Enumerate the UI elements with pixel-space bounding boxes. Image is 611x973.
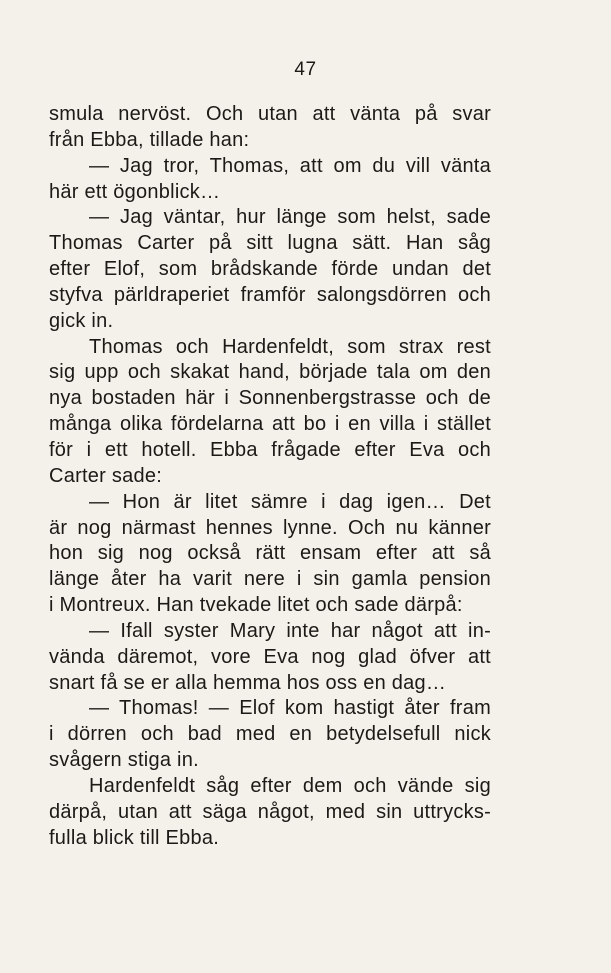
text-line: Thomas Carter på sitt lugna sätt. Han såg bbox=[49, 232, 491, 255]
text-line: länge åter ha varit nere i sin gamla pension bbox=[49, 568, 491, 591]
text-line: efter Elof, som brådskande förde undan det bbox=[49, 258, 491, 281]
text-line: sig upp och skakat hand, började tala om den bbox=[49, 361, 491, 384]
text-line: gick in. bbox=[49, 309, 114, 332]
text-line: Thomas och Hardenfeldt, som strax rest bbox=[89, 335, 491, 358]
text-line: här ett ögonblick… bbox=[49, 180, 221, 203]
text-line: Carter sade: bbox=[49, 464, 163, 487]
text-line: för i ett hotell. Ebba frågade efter Eva och bbox=[49, 438, 491, 461]
text-line: Hardenfeldt såg efter dem och vände sig bbox=[89, 774, 491, 797]
text-line: — Jag tror, Thomas, att om du vill vänta bbox=[89, 154, 491, 177]
text-line: styfva pärldraperiet framför salongsdörren och bbox=[49, 283, 491, 306]
text-line: — Ifall syster Mary inte har något att in- bbox=[89, 619, 491, 642]
text-line: många olika fördelarna att bo i en villa i stället bbox=[49, 413, 491, 436]
text-line: fulla blick till Ebba. bbox=[49, 826, 220, 849]
page-number: 47 bbox=[294, 59, 317, 80]
text-line: därpå, utan att säga något, med sin uttrycks- bbox=[49, 800, 491, 823]
text-line: nya bostaden här i Sonnenbergstrasse och de bbox=[49, 387, 491, 410]
body-text bbox=[49, 102, 491, 851]
text-line: — Hon är litet sämre i dag igen… Det bbox=[89, 490, 491, 513]
text-line: är nog närmast hennes lynne. Och nu känner bbox=[49, 516, 491, 539]
text-line: i Montreux. Han tvekade litet och sade därpå: bbox=[49, 594, 463, 617]
text-line: hon sig nog också rätt ensam efter att så bbox=[49, 542, 491, 565]
text-line: snart få se er alla hemma hos oss en dag… bbox=[49, 671, 447, 694]
text-line: vända däremot, vore Eva nog glad öfver att bbox=[49, 645, 491, 668]
text-line: svågern stiga in. bbox=[49, 749, 199, 772]
text-line: — Jag väntar, hur länge som helst, sade bbox=[89, 206, 491, 229]
text-line: smula nervöst. Och utan att vänta på svar bbox=[49, 103, 491, 125]
text-line: från Ebba, tillade han: bbox=[49, 128, 250, 151]
text-line: i dörren och bad med en betydelsefull nick bbox=[49, 723, 491, 746]
text-line: — Thomas! — Elof kom hastigt åter fram bbox=[89, 697, 491, 720]
